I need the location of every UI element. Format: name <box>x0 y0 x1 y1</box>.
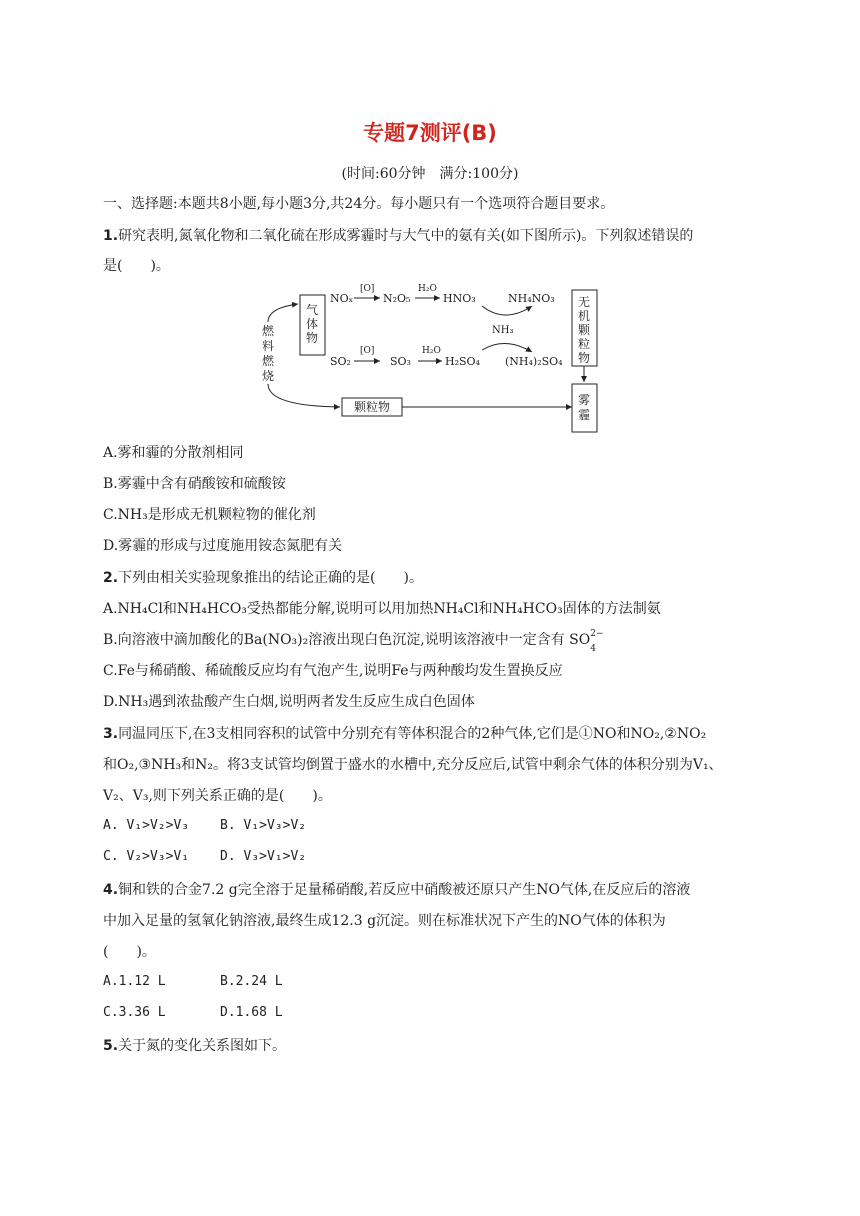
question-1-text-line2: 是( )。 <box>103 258 170 274</box>
question-3-option-c: C. V₂>V₃>V₁ <box>103 849 190 864</box>
page-title: 专题7测评(B) <box>363 121 497 145</box>
question-2-option-a: A.NH₄Cl和NH₄HCO₃受热都能分解,说明可以用加热NH₄Cl和NH₄HCO₃固体的方法制氨 <box>103 601 661 617</box>
sulfate-ion-index: 4 <box>590 644 596 654</box>
gas-box-char-3: 物 <box>305 331 319 345</box>
fuel-label-char-2: 料 <box>261 339 275 353</box>
question-4-text-line1: 铜和铁的合金7.2 g完全溶于足量稀硝酸,若反应中硝酸被还原只产生NO气体,在反应后的溶液 <box>118 882 691 898</box>
row1-water-label: H₂O <box>418 284 437 294</box>
question-3-text-line2: 和O₂,③NH₃和N₂。将3支试管均倒置于盛水的水槽中,充分反应后,试管中剩余气体的体积分别为V₁、 <box>103 757 723 773</box>
question-4-option-c: C.3.36 L <box>103 1005 166 1020</box>
row2-water-label: H₂O <box>422 346 441 356</box>
fuel-label-char-1: 燃 <box>261 324 275 338</box>
question-4-stem <box>103 880 690 900</box>
sulfate-ion-charge: 2− <box>590 629 604 639</box>
row2-h2so4: H₂SO₄ <box>445 355 480 368</box>
sulfate-ion-base: SO <box>569 632 591 648</box>
question-3-option-d: D. V₃>V₁>V₂ <box>220 849 307 864</box>
smog-formation-diagram <box>250 280 600 440</box>
row1-hno3: HNO₃ <box>443 292 476 305</box>
question-2-option-b-row <box>103 629 604 654</box>
question-4-option-a: A.1.12 L <box>103 974 166 989</box>
inorganic-box-char-3: 颗 <box>577 323 591 337</box>
row2-so2: SO₂ <box>330 355 351 368</box>
question-3-options-row1 <box>103 818 306 833</box>
question-2-option-d: D.NH₃遇到浓盐酸产生白烟,说明两者发生反应生成白色固体 <box>103 694 475 710</box>
inorganic-box-char-5: 物 <box>577 351 591 365</box>
row1-nox: NOₓ <box>330 292 354 305</box>
question-5-text: 关于氮的变化关系图如下。 <box>118 1038 287 1054</box>
question-1-text-line1: 研究表明,氮氧化物和二氧化硫在形成雾霾时与大气中的氨有关(如下图所示)。下列叙述错误的 <box>118 228 694 244</box>
row1-nh4no3: NH₄NO₃ <box>508 292 555 305</box>
question-3-options-row2 <box>103 849 306 864</box>
question-4-number: 4. <box>103 882 119 898</box>
question-4-option-d: D.1.68 L <box>220 1005 283 1020</box>
row2-ammonium-sulfate: (NH₄)₂SO₄ <box>505 355 563 368</box>
question-3-text-line1: 同温同压下,在3支相同容积的试管中分别充有等体积混合的2种气体,它们是①NO和NO₂,②NO₂ <box>118 726 707 742</box>
question-1-option-d: D.雾霾的形成与过度施用铵态氮肥有关 <box>103 538 343 554</box>
fuel-label-char-3: 燃 <box>261 354 275 368</box>
exam-info: (时间:60分钟 满分:100分) <box>341 166 519 182</box>
smog-box-char-2: 霾 <box>577 408 591 422</box>
question-1-option-a: A.雾和霾的分散剂相同 <box>103 445 244 461</box>
question-2-option-c: C.Fe与稀硝酸、稀硫酸反应均有气泡产生,说明Fe与两种酸均发生置换反应 <box>103 663 563 679</box>
question-1-option-b: B.雾霾中含有硝酸铵和硫酸铵 <box>103 476 286 492</box>
inorganic-box-char-1: 无 <box>577 295 591 309</box>
question-4-options-row2 <box>103 1005 283 1020</box>
question-3-option-b: B. V₁>V₃>V₂ <box>220 818 307 833</box>
inorganic-box-char-2: 机 <box>577 309 591 323</box>
question-4-text-line2: 中加入足量的氢氧化钠溶液,最终生成12.3 g沉淀。则在标准状况下产生的NO气体的体积为 <box>103 913 666 929</box>
question-3-text-line3: V₂、V₃,则下列关系正确的是( )。 <box>103 788 332 804</box>
inorganic-box-char-4: 粒 <box>577 337 591 351</box>
smog-box-char-1: 雾 <box>577 393 591 407</box>
row2-oxygen-label: [O] <box>360 346 375 356</box>
question-3-option-a: A. V₁>V₂>V₃ <box>103 818 190 833</box>
question-2-text: 下列由相关实验现象推出的结论正确的是( )。 <box>118 570 423 586</box>
question-1-stem <box>103 226 693 246</box>
ammonia-label: NH₃ <box>492 325 514 336</box>
question-4-option-b: B.2.24 L <box>220 974 283 989</box>
gas-box-char-2: 体 <box>305 317 319 331</box>
question-5-stem <box>103 1036 286 1056</box>
row1-oxygen-label: [O] <box>360 284 375 294</box>
question-1-option-c: C.NH₃是形成无机颗粒物的催化剂 <box>103 507 316 523</box>
particle-box-label: 颗粒物 <box>353 400 391 414</box>
question-3-number: 3. <box>103 726 119 742</box>
question-4-text-line3: ( )。 <box>103 944 156 960</box>
sulfate-ion <box>569 629 604 654</box>
question-1-number: 1. <box>103 228 119 244</box>
section-heading: 一、选择题:本题共8小题,每小题3分,共24分。每小题只有一个选项符合题目要求。 <box>103 196 615 212</box>
question-3-stem <box>103 724 706 744</box>
row1-n2o5: N₂O₅ <box>383 292 411 305</box>
row2-so3: SO₃ <box>390 355 411 368</box>
gas-box-char-1: 气 <box>305 303 319 317</box>
fuel-label-char-4: 烧 <box>261 369 275 383</box>
question-2-number: 2. <box>103 570 119 586</box>
question-2-option-b: B.向溶液中滴加酸化的Ba(NO₃)₂溶液出现白色沉淀,说明该溶液中一定含有 <box>103 632 565 648</box>
question-5-number: 5. <box>103 1038 119 1054</box>
question-4-options-row1 <box>103 974 283 989</box>
question-2-stem <box>103 568 423 588</box>
